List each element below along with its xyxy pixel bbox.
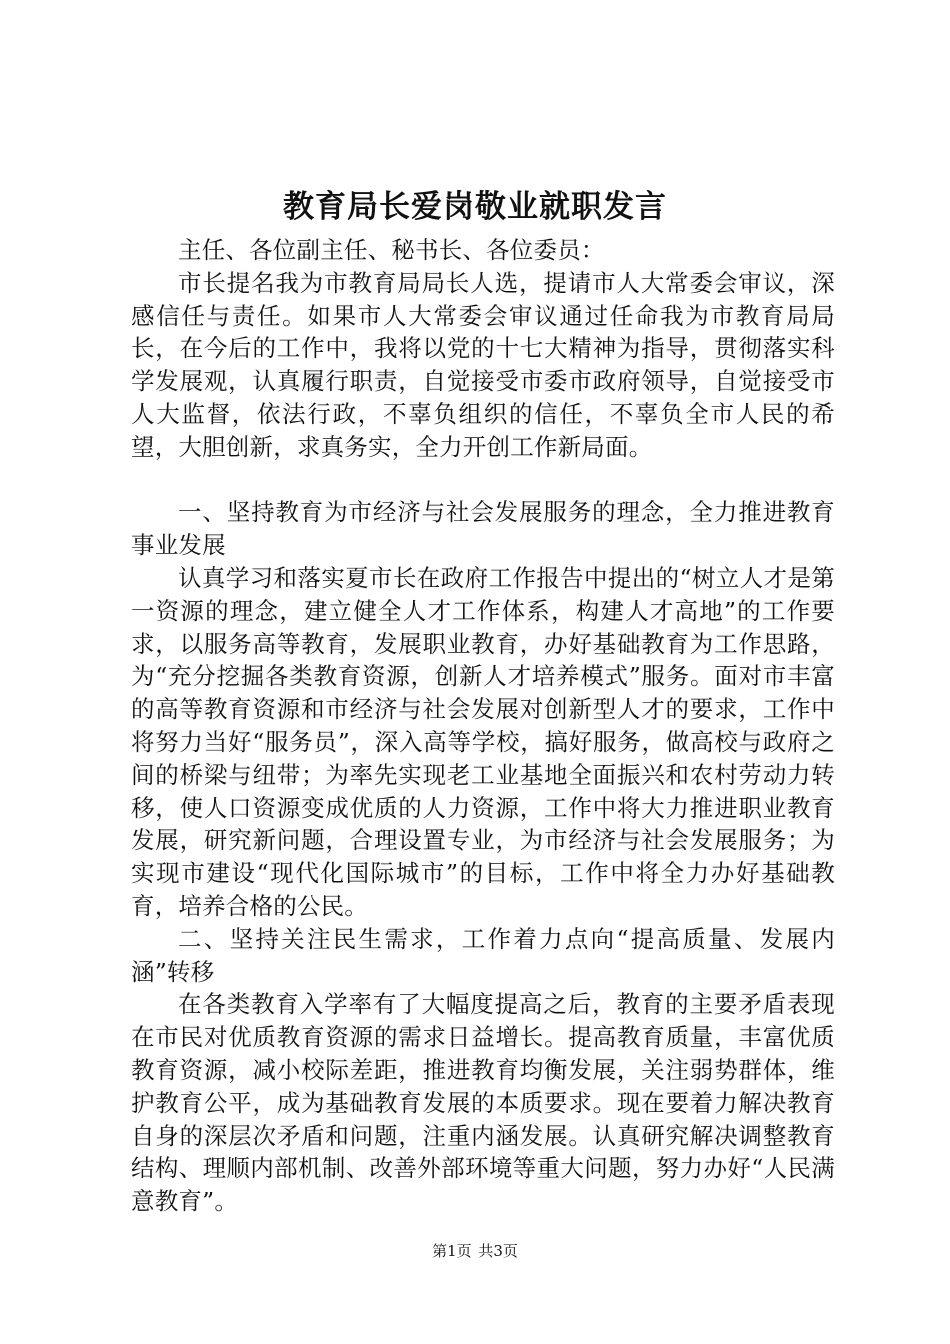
paragraph-gap: [131, 464, 835, 497]
document-body: [131, 234, 835, 1218]
section-heading-2: 二、坚持关注民生需求，工作着力点向“提高质量、发展内涵”转移: [131, 924, 835, 986]
salutation: 主任、各位副主任、秘书长、各位委员：: [178, 236, 605, 264]
paragraph-section-1: 认真学习和落实夏市长在政府工作报告中提出的“树立人才是第一资源的理念，建立健全人才工作体系，构建人才高地”的工作要求，以服务高等教育，发展职业教育，办好基础教育为工作思路，为“充分挖掘各类教育资源，创新人才培养模式”服务。面对市丰富的高等教育资源和市经济与社会发展对创新型人才的要求，工作中将努力当好“服务员”，深入高等学校，搞好服务，做高校与政府之间的桥梁与纽带；为率先实现老工业基地全面振兴和农村劳动力转移，使人口资源变成优质的人力资源，工作中将大力推进职业教育发展，研究新问题，合理设置专业，为市经济与社会发展服务；为实现市建设“现代化国际城市”的目标，工作中将全力办好基础教育，培养合格的公民。: [131, 563, 835, 920]
paragraph-section-2: 在各类教育入学率有了大幅度提高之后，教育的主要矛盾表现在市民对优质教育资源的需求日益增长。提高教育质量，丰富优质教育资源，减小校际差距，推进教育均衡发展，关注弱势群体，维护教育公平，成为基础教育发展的本质要求。现在要着力解决教育自身的深层次矛盾和问题，注重内涵发展。认真研究解决调整教育结构、理顺内部机制、改善外部环境等重大问题，努力办好“人民满意教育”。: [131, 990, 835, 1216]
section-heading-1: 一、坚持教育为市经济与社会发展服务的理念，全力推进教育事业发展: [131, 498, 835, 560]
paragraph-intro: 市长提名我为市教育局局长人选，提请市人大常委会审议，深感信任与责任。如果市人大常委会审议通过任命我为市教育局局长，在今后的工作中，我将以党的十七大精神为指导，贯彻落实科学发展观，认真履行职责，自觉接受市委市政府领导，自觉接受市人大监督，依法行政，不辜负组织的信任，不辜负全市人民的希望，大胆创新，求真务实，全力开创工作新局面。: [131, 268, 835, 461]
page-title: 教育局长爱岗敬业就职发言: [283, 189, 667, 225]
page-indicator: 第1页 共3页: [432, 1242, 518, 1260]
